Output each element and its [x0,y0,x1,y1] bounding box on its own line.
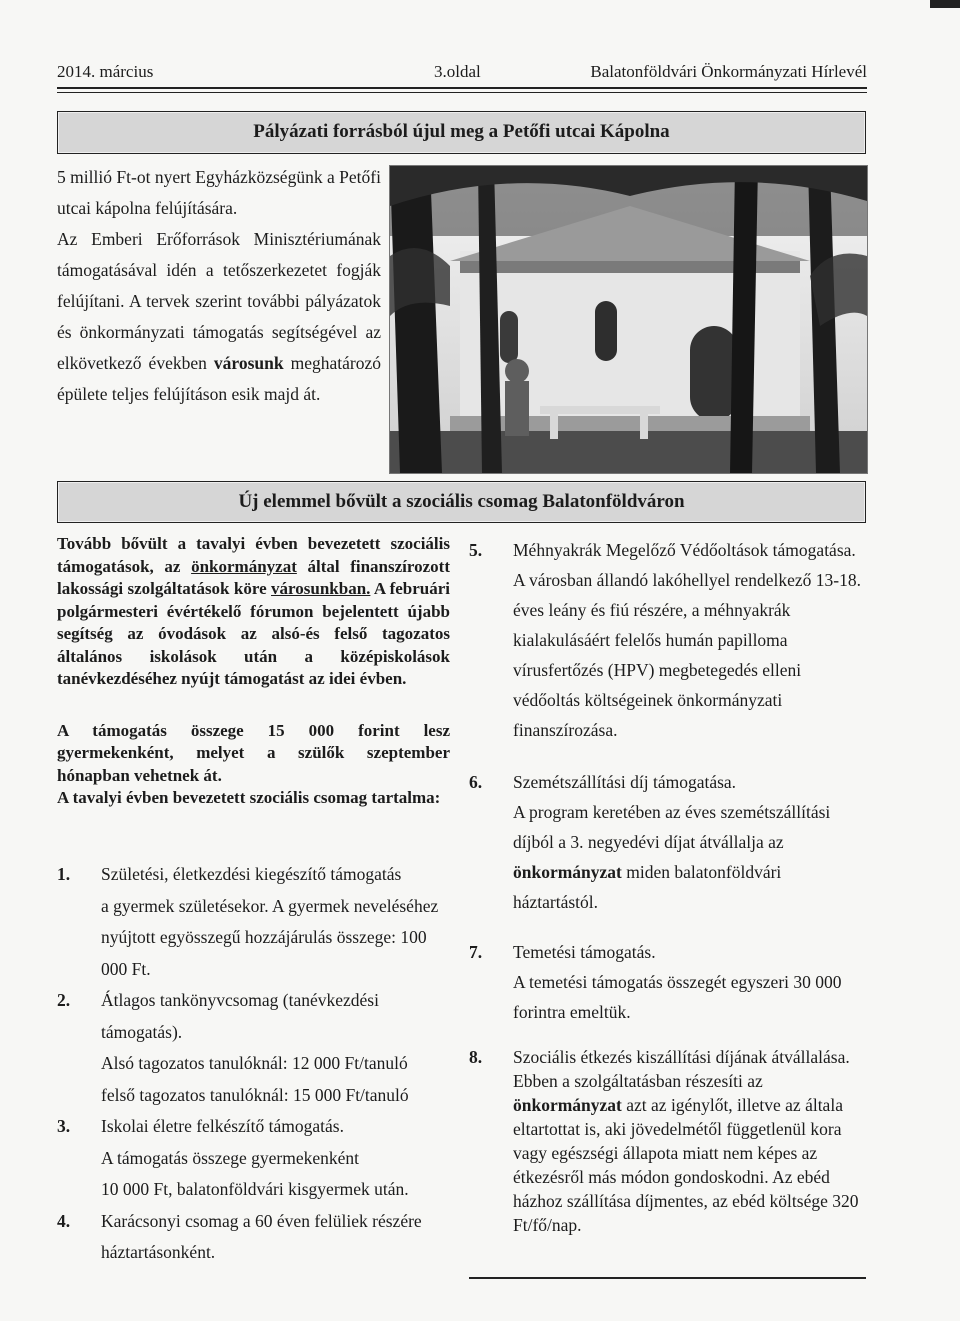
closing-rule [469,1277,866,1279]
benefit-list-right [469,535,864,1237]
list-item: 5. Méhnyakrák Megelőző Védőoltások támogatása. A városban állandó lakóhellyel rendelkező 13-18. éves leány és fiú részére, a méhnyakrák kialakulásáért felelős humán papilloma vírusfertőzés (HPV) megbetegedés elleni védőoltás költségeinek önkormányzati finanszírozása. [469,540,861,740]
package-intro: A tavalyi évben bevezetett szociális csomag tartalma: [57,788,441,807]
issue-date: 2014. március [57,62,154,81]
header-rule-thin [57,92,867,93]
chapel-paragraph-2: Az Emberi Erőforrások Minisztériumának támogatásával idén a tetőszerkezetet fogják felújítani. A tervek szerint további pályázatok és önkormányzati támogatás segítségével az elkövetkező években városunk meghatározó épülete teljes felújításon esik majd át. [57,229,381,404]
list-item: 1. Születési, életkezdési kiegészítő támogatás a gyermek születésekor. A gyermek neveléséhez nyújtott egyösszegű hozzájárulás összege: 100 000 Ft. [57,864,439,979]
article-chapel-body [57,162,381,410]
list-item: 7. Temetési támogatás. A temetési támogatás összegét egyszeri 30 000 forintra emeltük. [469,942,842,1022]
list-item: 2. Átlagos tankönyvcsomag (tanévkezdési támogatás). Alsó tagozatos tanulóknál: 12 000 Ft/tanuló felső tagozatos tanulóknál: 15 000 Ft/tanuló [57,990,409,1105]
publication-name: Balatonföldvári Önkormányzati Hírlevél [590,62,867,81]
page-header [57,62,867,84]
list-item: 8. Szociális étkezés kiszállítási díjának átvállalása. Ebben a szolgáltatásban részesíti az önkormányzat azt az igénylőt, illetve az általa eltartottat is, aki jövedelmétől függetlenül kora vagy egészségi állapota miatt nem képes az étkezésről más módon gondoskodni. Az ebéd házhoz szállítása díjmentes, az ebéd költsége 320 Ft/fő/nap. [469,1047,859,1235]
chapel-photo [389,165,868,474]
header-rule [57,87,867,89]
list-item: 4. Karácsonyi csomag a 60 éven felüliek részére háztartásonként. [57,1210,422,1262]
benefit-list-left [57,859,452,1269]
article-title-social-package: Új elemmel bővült a szociális csomag Balatonföldváron [57,481,866,523]
chapel-paragraph-1: 5 millió Ft-ot nyert Egyházközségünk a Petőfi utcai kápolna felújítására. [57,167,381,218]
amount-paragraph: A támogatás összege 15 000 forint lesz gyermekenként, melyet a szülők szeptember hónapban vehetnek át. [57,720,450,785]
list-item: 3. Iskolai életre felkészítő támogatás. A támogatás összege gyermekenként 10 000 Ft, balatonföldvári kisgyermek után. [57,1116,409,1199]
list-item: 6. Szemétszállítási díj támogatása. A program keretében az éves szemétszállítási díjból a 3. negyedévi díjat átvállalja az önkormányzat miden balatonföldvári háztartástól. [469,772,831,912]
scan-edge-mark [930,0,960,8]
article-title-chapel: Pályázati forrásból újul meg a Petőfi utcai Kápolna [57,111,866,154]
lead-paragraph: Tovább bővült a tavalyi évben bevezetett szociális támogatások, az önkormányzat által finanszírozott lakossági szolgáltatások köre városunkban. A februári polgármesteri évértékelő fórumon bejelentett újabb segítség az óvodások az alsó-és felső tagozatos általános iskolások után a középiskolások tanévkezdéséhez nyújt támogatást az idei évben. [57,534,450,688]
social-package-intro [57,533,450,810]
page-number: 3.oldal [434,62,481,81]
